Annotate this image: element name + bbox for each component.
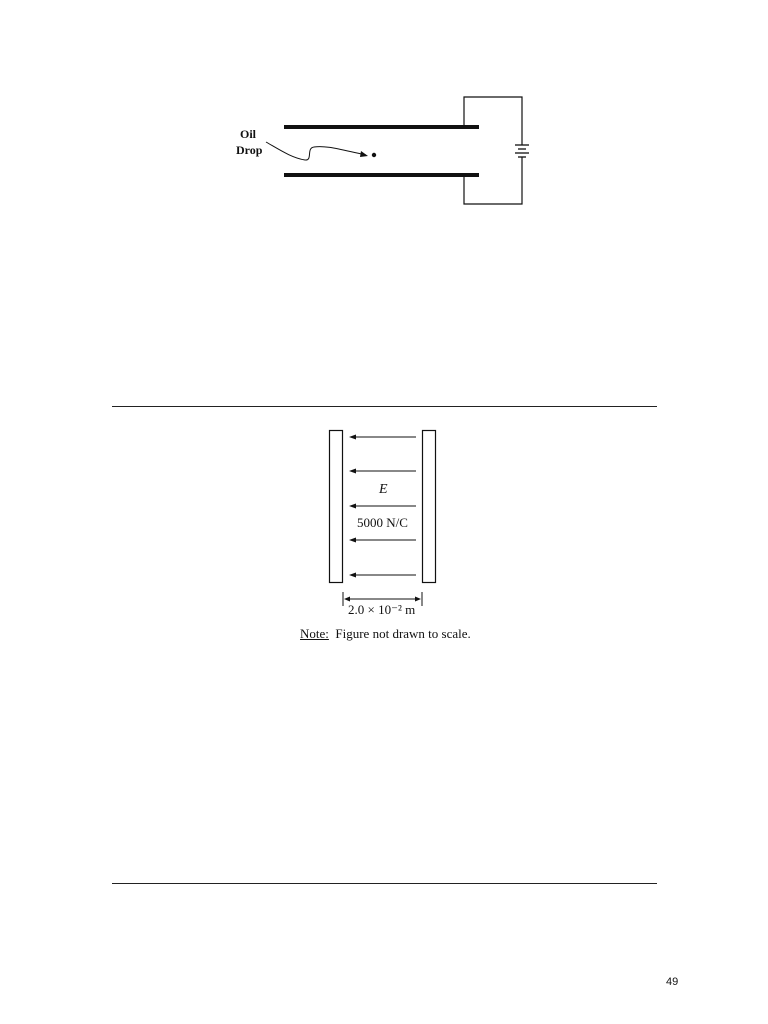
page-number: 49 <box>666 976 679 988</box>
plate-separation-label: 2.0 × 10⁻² m <box>348 602 416 617</box>
field-line-arrows <box>349 435 416 578</box>
drop-label: Drop <box>236 143 263 157</box>
right-plate <box>423 431 436 583</box>
field-symbol-label: E <box>379 482 388 497</box>
section-divider-bottom <box>112 883 657 884</box>
field-magnitude-label: 5000 N/C <box>357 515 408 530</box>
oil-label: Oil <box>240 127 257 141</box>
note-text: Figure not drawn to scale. <box>335 626 471 641</box>
note-label: Note: <box>300 626 329 641</box>
figure-note <box>300 627 471 640</box>
left-plate <box>330 431 343 583</box>
